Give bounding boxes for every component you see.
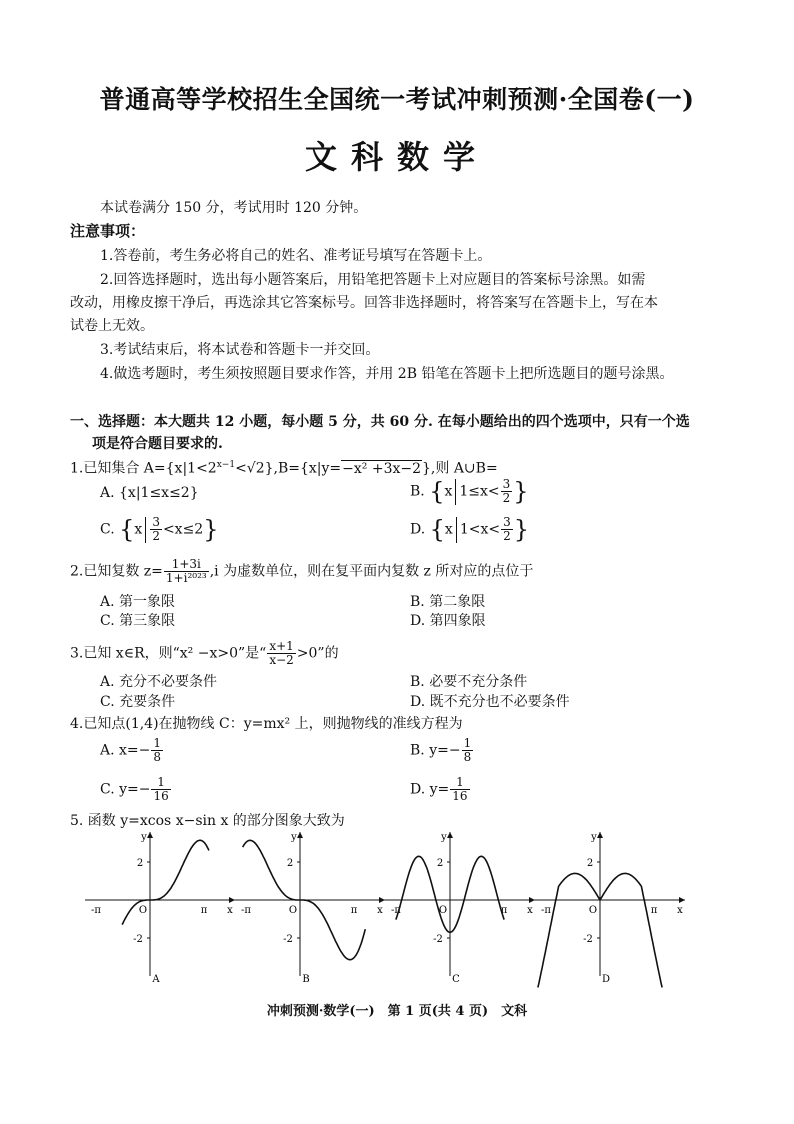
note-4: 4.做选考题时，考生须按照题目要求作答，并用 2B 铅笔在答题卡上把所选题目的题号涂黑。 bbox=[100, 366, 674, 382]
q4-option-b[interactable]: B. y=− $\frac{1}{8}$ bbox=[410, 736, 472, 764]
q3-option-b[interactable]: B. 必要不充分条件 bbox=[410, 674, 528, 690]
y-axis-arrow bbox=[447, 832, 453, 838]
note-1: 1.答卷前，考生务必将自己的姓名、准考证号填写在答题卡上。 bbox=[100, 248, 492, 264]
y-var-label: y bbox=[441, 832, 447, 843]
x-var-label: x bbox=[527, 905, 533, 916]
tick-label-neg2: -2 bbox=[583, 934, 593, 945]
pi-label: π bbox=[200, 905, 208, 916]
q5-graph-b[interactable] bbox=[230, 828, 390, 988]
graph-option-label: C bbox=[452, 974, 460, 985]
function-curve bbox=[122, 840, 209, 924]
y-axis-arrow bbox=[597, 832, 603, 838]
graph-b-svg bbox=[230, 828, 390, 988]
q1-option-c[interactable]: C. {x $\frac{3}{2}$ <x≤2} bbox=[100, 515, 219, 544]
q4-option-c[interactable]: C. y=− $\frac{1}{16}$ bbox=[100, 775, 169, 803]
neg-pi-label: -π bbox=[391, 905, 401, 916]
q2-option-c[interactable]: C. 第三象限 bbox=[100, 613, 176, 629]
x-var-label: x bbox=[377, 905, 383, 916]
origin-label: O bbox=[438, 905, 448, 916]
note-2-cont: 改动，用橡皮擦干净后，再选涂其它答案标号。回答非选择题时，将答案写在答题卡上，写在本 bbox=[70, 295, 658, 311]
neg-pi-label: -π bbox=[91, 905, 101, 916]
tick-label-neg2: -2 bbox=[433, 934, 443, 945]
tick-label-2: 2 bbox=[286, 858, 294, 869]
note-2-cont2: 试卷上无效。 bbox=[70, 318, 154, 334]
q2-option-a[interactable]: A. 第一象限 bbox=[100, 594, 176, 610]
y-axis-arrow bbox=[297, 832, 303, 838]
q1-option-d[interactable]: D. {x 1<x< $\frac{3}{2}$ } bbox=[410, 515, 530, 544]
score-line: 本试卷满分 150 分，考试用时 120 分钟。 bbox=[100, 200, 368, 216]
origin-label: O bbox=[588, 905, 598, 916]
graph-option-label: B bbox=[302, 974, 310, 985]
notice-title: 注意事项： bbox=[70, 222, 146, 240]
origin-label: O bbox=[138, 905, 148, 916]
tick-label-2: 2 bbox=[436, 858, 444, 869]
q3-stem: 3.已知 x∈R，则“x² −x>0”是“ $\frac{x+1}{x-2}$ >0”的 bbox=[70, 639, 339, 667]
q5-stem: 5. 函数 y=xcos x−sin x 的部分图象大致为 bbox=[70, 813, 345, 829]
q4-option-d[interactable]: D. y= $\frac{1}{16}$ bbox=[410, 775, 468, 803]
y-var-label: y bbox=[291, 832, 297, 843]
note-3: 3.考试结束后，将本试卷和答题卡一并交回。 bbox=[100, 342, 380, 358]
tick-label-neg2: -2 bbox=[283, 934, 293, 945]
neg-pi-label: -π bbox=[241, 905, 251, 916]
y-var-label: y bbox=[141, 832, 147, 843]
q3-option-a[interactable]: A. 充分不必要条件 bbox=[100, 674, 218, 690]
tick-label-2: 2 bbox=[136, 858, 144, 869]
note-2: 2.回答选择题时，选出每小题答案后，用铅笔把答题卡上对应题目的答案标号涂黑。如需 bbox=[100, 272, 646, 288]
x-var-label: x bbox=[677, 905, 683, 916]
graph-option-label: A bbox=[152, 974, 160, 985]
neg-pi-label: -π bbox=[541, 905, 551, 916]
q1-stem: 1.已知集合 $A=\{x|1<2^{x-1}<√2\},B=\{x|y=-x^2 +3x-2\}$,则 A∪B= bbox=[70, 460, 498, 477]
q3-option-d[interactable]: D. 既不充分也不必要条件 bbox=[410, 694, 570, 710]
graph-a-svg bbox=[80, 828, 240, 988]
q1-option-b[interactable]: B. {x 1≤x< $\frac{3}{2}$ } bbox=[410, 477, 529, 506]
y-axis-arrow bbox=[147, 832, 153, 838]
x-var-label: x bbox=[227, 905, 233, 916]
q5-graph-d[interactable] bbox=[530, 828, 690, 988]
origin-label: O bbox=[288, 905, 298, 916]
pi-label: π bbox=[650, 905, 658, 916]
graph-option-label: D bbox=[601, 974, 611, 985]
exam-header: 普通高等学校招生全国统一考试冲刺预测·全国卷(一) bbox=[99, 85, 695, 114]
section-heading-cont: 项是符合题目要求的. bbox=[92, 436, 223, 452]
section-heading: 一、选择题：本大题共 12 小题，每小题 5 分，共 60 分. 在每小题给出的四个选项中，只有一个选 bbox=[70, 414, 690, 430]
graph-d-svg bbox=[530, 828, 690, 988]
q4-stem: 4.已知点(1,4)在抛物线 C：y=mx² 上，则抛物线的准线方程为 bbox=[70, 716, 463, 732]
subject-title: 文科数学 bbox=[304, 138, 489, 176]
pi-label: π bbox=[350, 905, 358, 916]
q5-graph-a[interactable] bbox=[80, 828, 240, 988]
x-axis-arrow bbox=[679, 897, 685, 903]
page-footer: 冲刺预测·数学(一) 第 1 页(共 4 页) 文科 bbox=[266, 1004, 528, 1019]
tick-label-2: 2 bbox=[586, 858, 594, 869]
q1-option-a[interactable]: A. {x|1≤x≤2} bbox=[100, 485, 199, 501]
q5-graph-c[interactable] bbox=[380, 828, 540, 988]
pi-label: π bbox=[500, 905, 508, 916]
q2-option-d[interactable]: D. 第四象限 bbox=[410, 613, 486, 629]
graph-c-svg bbox=[380, 828, 540, 988]
y-var-label: y bbox=[591, 832, 597, 843]
q3-option-c[interactable]: C. 充要条件 bbox=[100, 694, 176, 710]
q2-option-b[interactable]: B. 第二象限 bbox=[410, 594, 486, 610]
q2-stem: 2.已知复数 z= $\frac{1+3i}{\text{1+i²⁰²³}}$ ,i 为虚数单位，则在复平面内复数 z 所对应的点位于 bbox=[70, 557, 534, 585]
tick-label-neg2: -2 bbox=[133, 934, 143, 945]
q4-option-a[interactable]: A. x=− $\frac{1}{8}$ bbox=[100, 736, 162, 764]
